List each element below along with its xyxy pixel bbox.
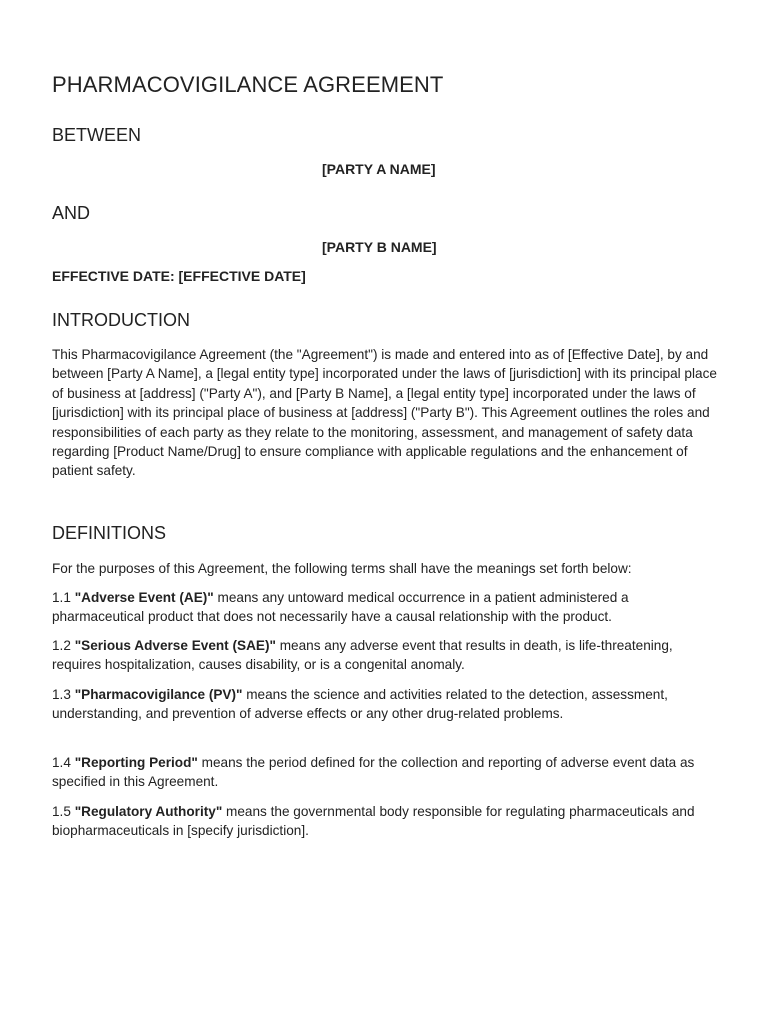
document-title: PHARMACOVIGILANCE AGREEMENT: [52, 72, 444, 97]
definition-text: means the period defined for the collection and reporting of adverse event data as specified in this Agreement.: [52, 755, 695, 790]
definition-text: means any untoward medical occurrence in a patient administered a pharmaceutical product that does not necessarily have a causal relationship with the product.: [52, 590, 629, 625]
definition-item: [52, 588, 720, 627]
between-heading: BETWEEN: [52, 125, 142, 145]
definition-term: "Reporting Period": [74, 755, 198, 770]
definition-item: [52, 753, 720, 792]
definition-number: 1.2: [52, 638, 71, 653]
definitions-intro: For the purposes of this Agreement, the following terms shall have the meanings set forth below:: [52, 561, 632, 576]
definition-text: means any adverse event that results in death, is life-threatening, requires hospitalization, causes disability, or is a congenital anomaly.: [52, 638, 673, 673]
definition-term: "Regulatory Authority": [74, 804, 223, 819]
definition-item: [52, 802, 720, 841]
definition-number: 1.1: [52, 590, 71, 605]
definition-text: means the science and activities related to the detection, assessment, understanding, and prevention of adverse effects or any other drug-related problems.: [52, 687, 668, 722]
definition-text: means the governmental body responsible for regulating pharmaceuticals and biopharmaceuticals in [specify jurisdiction].: [52, 804, 695, 839]
definition-item: [52, 685, 720, 724]
definition-term: "Pharmacovigilance (PV)": [74, 687, 243, 702]
introduction-heading: INTRODUCTION: [52, 310, 190, 330]
and-heading: AND: [52, 203, 91, 223]
definition-number: 1.5: [52, 804, 71, 819]
definitions-heading: DEFINITIONS: [52, 523, 167, 543]
party-b-name: [PARTY B NAME]: [322, 239, 437, 255]
definition-term: "Serious Adverse Event (SAE)": [74, 638, 276, 653]
definition-number: 1.4: [52, 755, 71, 770]
introduction-paragraph: This Pharmacovigilance Agreement (the "Agreement") is made and entered into as of [Effective Date], by and between [Party A Name], a [legal entity type] incorporated under the laws of [jurisdiction] with its principal place of business at [address] ("Party A"), and [Party B Name], a [legal entity type] incorporated under the laws of [jurisdiction] with its principal place of business at [address] ("Party B"). This Agreement outlines the roles and responsibilities of each party as they relate to the monitoring, assessment, and management of safety data regarding [Product Name/Drug] to ensure compliance with applicable regulations and the enhancement of patient safety.: [52, 347, 717, 479]
definition-term: "Adverse Event (AE)": [74, 590, 214, 605]
definition-item: [52, 636, 720, 675]
party-a-name: [PARTY A NAME]: [322, 161, 436, 177]
effective-date: EFFECTIVE DATE: [EFFECTIVE DATE]: [52, 268, 306, 284]
definition-number: 1.3: [52, 687, 71, 702]
